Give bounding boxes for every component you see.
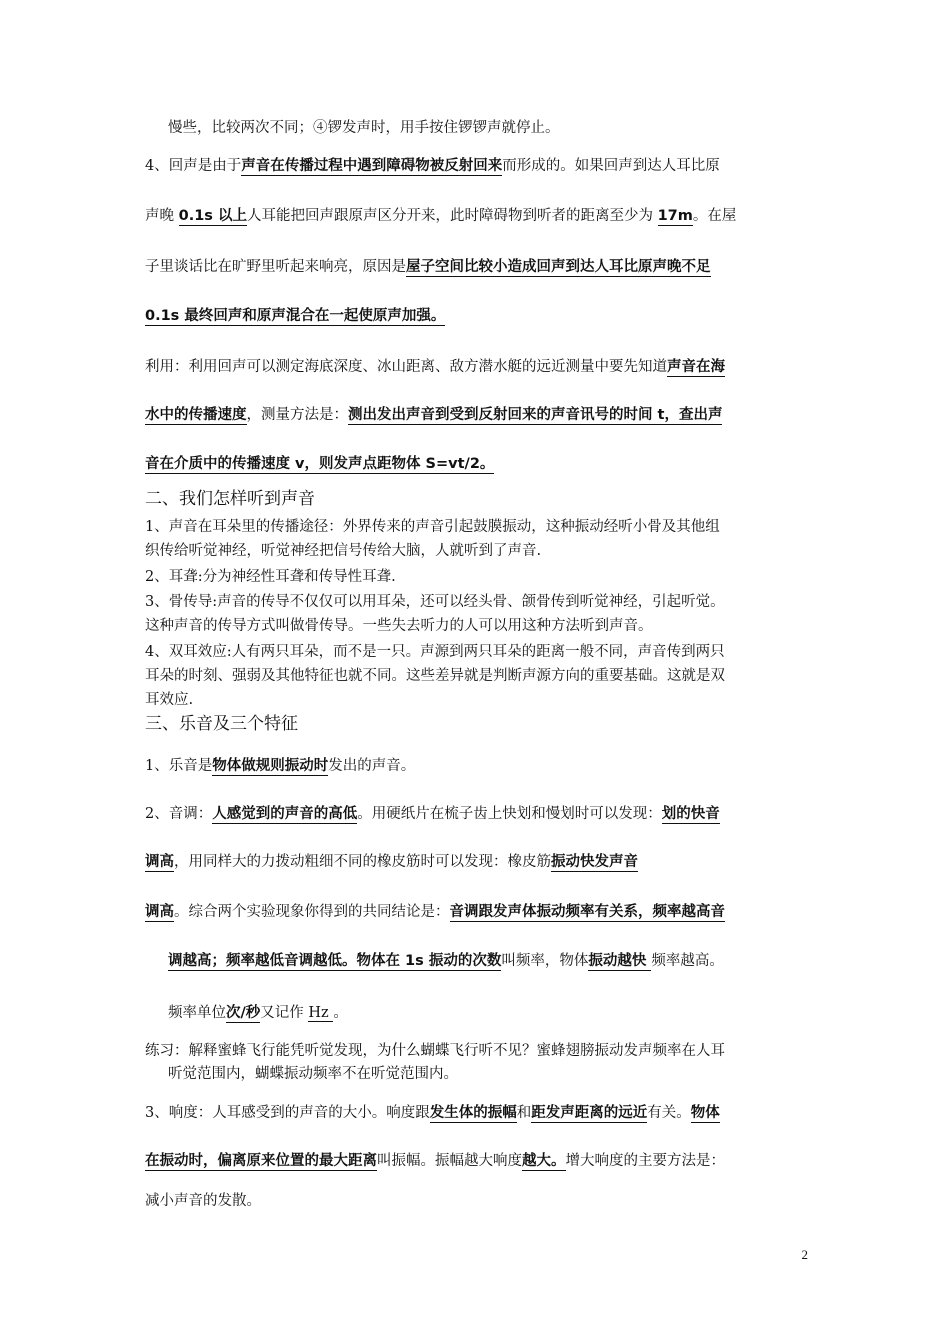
text-line [145,453,494,475]
answer-blank: 水中的传播速度 [145,407,247,423]
answer-blank: 发生体的振幅 [429,1105,517,1121]
text-line: 3、响度：人耳感受到的声音的大小。响度跟发生体的振幅和距发声距离的远近有关。物体 [145,1105,720,1121]
text: 子里谈话比在旷野里听起来响亮，原因是 [145,259,406,275]
answer-blank: 在振动时，偏离原来位置的最大距离 [145,1153,377,1169]
text-line: 4、双耳效应:人有两只耳朵，而不是一只。声源到两只耳朵的距离一般不同，声音传到两只 [145,644,725,660]
answer-blank: Hz [308,1005,334,1021]
answer-blank: 测出发出声音到受到反射回来的声音讯号的时间 t，查出声 [348,407,723,423]
answer-blank: 振动越快 [588,953,652,969]
text: 人耳能把回声跟原声区分开来，此时障碍物到听者的距离至少为 [246,208,658,224]
text-line: 练习：解释蜜蜂飞行能凭听觉发现，为什么蝴蝶飞行听不见？蜜蜂翅膀振动发声频率在人耳 [145,1043,725,1059]
answer-blank: 物体在 1s 振动的次数 [356,953,502,969]
text: 。在屋 [692,208,737,224]
text-line: 这种声音的传导方式叫做骨传导。一些失去听力的人可以用这种方法听到声音。 [145,618,653,634]
answer-blank: 0.1s 以上 [178,208,247,224]
text-line: 2、音调：人感觉到的声音的高低。用硬纸片在梳子齿上快划和慢划时可以发现：划的快音 [145,806,720,822]
answer-blank: 音在介质中的传播速度 v，则发声点距物体 S=vt/2。 [145,456,495,472]
text-line [145,205,736,227]
text-line: 织传给听觉神经，听觉神经把信号传给大脑，人就听到了声音. [145,543,542,559]
text-line: 1、声音在耳朵里的传播途径：外界传来的声音引起鼓膜振动，这种振动经听小骨及其他组 [145,519,720,535]
text-line: 听觉范围内，蝴蝶振动频率不在听觉范围内。 [168,1066,458,1082]
text-line: 耳朵的时刻、强弱及其他特征也就不同。这些差异就是判断声源方向的重要基础。这就是双 [145,668,725,684]
text: 而形成的。如果回声到达人耳比原 [502,158,720,174]
answer-blank: 声音在传播过程中遇到障碍物被反射回来 [241,158,503,174]
answer-blank: 物体做规则振动时 [212,758,329,774]
text-line: 调高。综合两个实验现象你得到的共同结论是：音调跟发声体振动频率有关系，频率越高音 [145,904,725,920]
section-heading: 三、乐音及三个特征 [145,714,298,734]
page-number: 2 [801,1247,808,1262]
text-line: 3、骨传导:声音的传导不仅仅可以用耳朵，还可以经头骨、颌骨传到听觉神经，引起听觉。 [145,594,725,610]
answer-blank: 振动快发声音 [551,854,638,870]
text: 利用：利用回声可以测定海底深度、冰山距离、敌方潜水艇的远近测量中要先知道 [145,359,667,375]
answer-blank: 声音在海 [667,359,725,375]
text-line: 1、乐音是物体做规则振动时发出的声音。 [145,758,416,774]
answer-blank: 划的快音 [661,806,720,822]
text: 4、回声是由于 [145,158,242,174]
text-line: 减小声音的发散。 [145,1193,261,1209]
answer-blank: 次/秒 [226,1005,261,1021]
answer-blank: 调高 [145,854,174,870]
text-line [145,305,445,327]
answer-blank: 距发声距离的远近 [531,1105,648,1121]
text-line [145,155,720,177]
answer-blank: 越大。 [522,1153,566,1169]
text-line [145,404,722,426]
text-line: 调高，用同样大的力拨动粗细不同的橡皮筋时可以发现：橡皮筋振动快发声音 [145,854,638,870]
text-line [168,117,560,139]
text-line: 频率单位次/秒又记作 Hz 。 [168,1005,348,1021]
text-line: 在振动时，偏离原来位置的最大距离叫振幅。振幅越大响度越大。增大响度的主要方法是： [145,1153,725,1169]
answer-blank: 屋子空间比较小造成回声到达人耳比原声晚不足 [406,259,711,275]
text-line [145,356,725,378]
text: ，测量方法是： [246,407,348,423]
answer-blank: 人感觉到的声音的高低 [212,806,358,822]
text-line [145,256,711,278]
section-heading: 二、我们怎样听到声音 [145,489,315,509]
text-line: 耳效应. [145,692,194,708]
text-line: 2、耳聋:分为神经性耳聋和传导性耳聋. [145,569,396,585]
text-line: 调越高；频率越低音调越低。物体在 1s 振动的次数叫频率，物体振动越快 频率越高。 [168,953,724,969]
answer-blank: 调高 [145,904,174,920]
answer-blank: 音调跟发声体振动频率有关系，频率越高音 [449,904,725,920]
answer-blank: 0.1s 最终回声和原声混合在一起使原声加强。 [145,308,446,324]
answer-blank: 物体 [690,1105,720,1121]
text: 慢些，比较两次不同；④锣发声时，用手按住锣锣声就停止。 [168,120,560,136]
answer-blank: 调越高；频率越低音调越低。 [168,953,357,969]
text: 声晚 [145,208,179,224]
answer-blank: 17m [657,208,693,224]
